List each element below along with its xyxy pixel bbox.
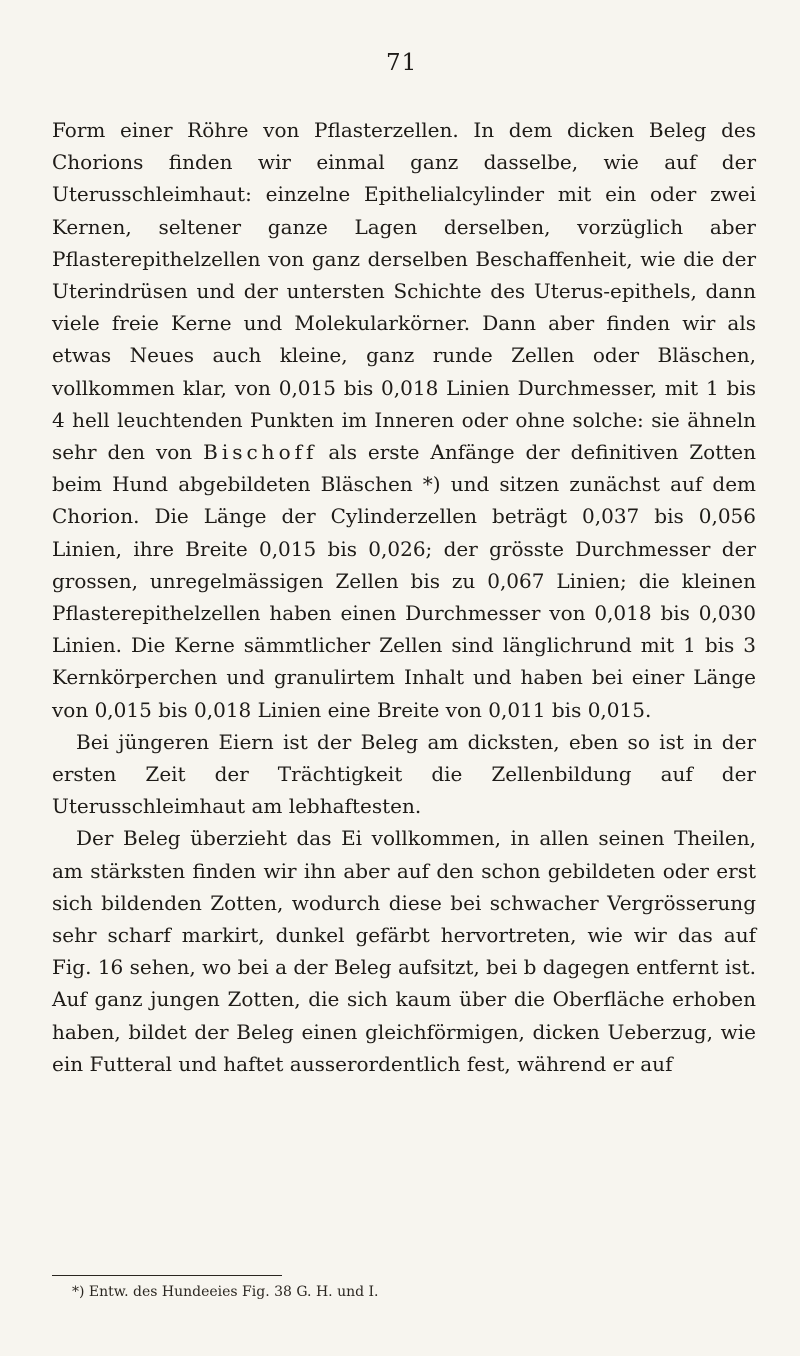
- paragraph-1-part-1: Form einer Röhre von Pflasterzellen. In dem dicken Beleg des Chorions finden wir einmal ganz dasselbe, wie auf der Uterusschleimhaut: einzelne Epithelialcylinder mit ein oder zwei Kernen, seltener ganze Lagen derselben, vorzüglich aber Pflasterepithelzellen von ganz derselben Beschaffenheit, wie die der Uterindrüsen und der untersten Schichte des Uterus-epithels, dann viele freie Kerne und Molekularkörner. Dann aber finden wir als etwas Neues auch kleine, ganz runde Zellen oder Bläschen, vollkommen klar, von 0,015 bis 0,018 Linien Durchmesser, mit 1 bis 4 hell leuchtenden Punkten im Inneren oder ohne solche: sie ähneln sehr den von: [52, 118, 756, 465]
- paragraph-2: Bei jüngeren Eiern ist der Beleg am dicksten, eben so ist in der ersten Zeit der Trächtigkeit die Zellenbildung auf der Uterusschleimhaut am lebhaftesten.: [52, 729, 756, 819]
- author-name-bischoff: Bischoff: [203, 440, 318, 465]
- footnote: *) Entw. des Hundeeies Fig. 38 G. H. und I.: [72, 1284, 379, 1300]
- paragraph-3: Der Beleg überzieht das Ei vollkommen, in allen seinen Theilen, am stärksten finden wir ihn aber auf den schon gebildeten oder erst sich bildenden Zotten, wodurch diese bei schwacher Vergrösserung sehr scharf markirt, dunkel gefärbt hervortreten, wie wir das auf Fig. 16 sehen, wo bei a der Beleg aufsitzt, bei b dagegen entfernt ist. Auf ganz jungen Zotten, die sich kaum über die Oberfläche erhoben haben, bildet der Beleg einen gleichförmigen, dicken Ueberzug, wie ein Futteral und haftet ausserordentlich fest, während er auf: [52, 826, 756, 1076]
- paragraph-1: [52, 114, 756, 726]
- page-number: 71: [386, 50, 418, 76]
- body-text: [52, 114, 756, 1080]
- paragraph-1-part-2: als erste Anfänge der definitiven Zotten beim Hund abgebildeten Bläschen *) und sitzen zunächst auf dem Chorion. Die Länge der Cylinderzellen beträgt 0,037 bis 0,056 Linien, ihre Breite 0,015 bis 0,026; der grösste Durchmesser der grossen, unregelmässigen Zellen bis zu 0,067 Linien; die kleinen Pflasterepithelzellen haben einen Durchmesser von 0,018 bis 0,030 Linien. Die Kerne sämmtlicher Zellen sind länglichrund mit 1 bis 3 Kernkörperchen und granulirtem Inhalt und haben bei einer Länge von 0,015 bis 0,018 Linien eine Breite von 0,011 bis 0,015.: [52, 440, 757, 722]
- footnote-rule: [52, 1275, 282, 1276]
